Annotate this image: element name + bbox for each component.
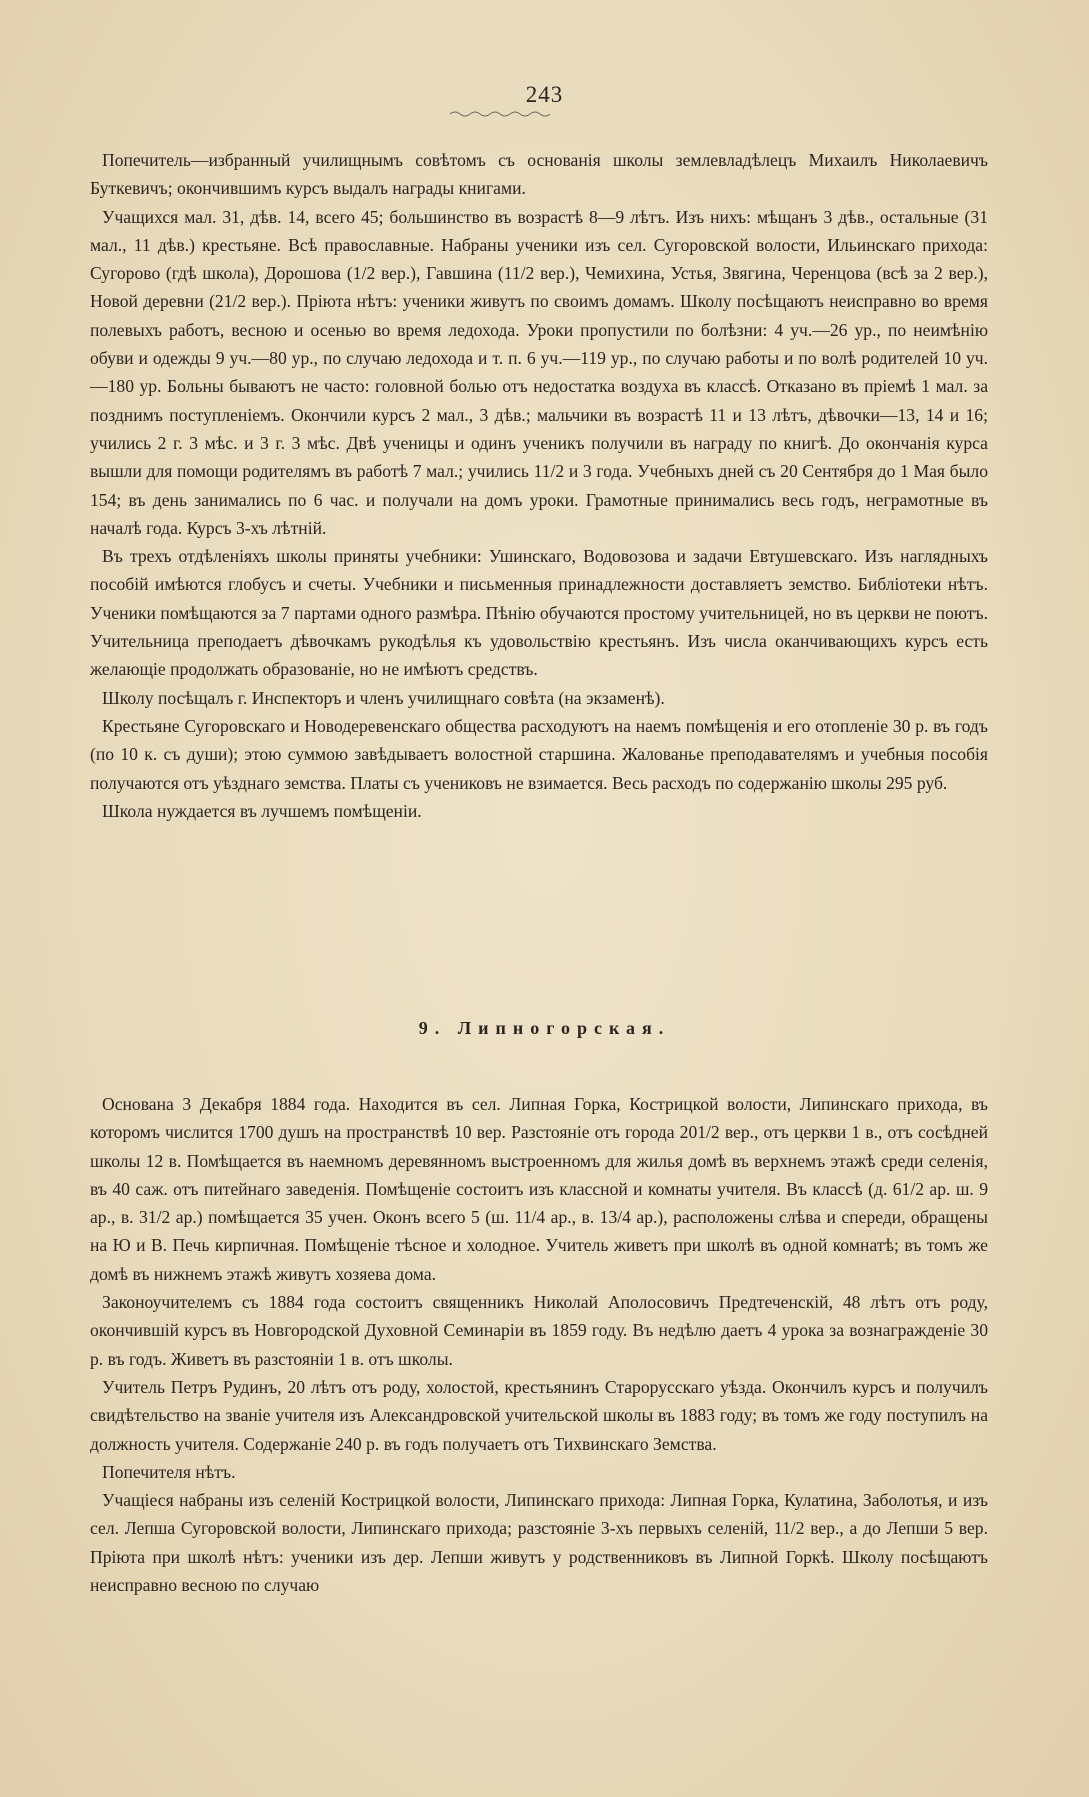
paragraph-priest: Законоучителемъ съ 1884 года состоитъ священникъ Николай Аполосовичъ Предтеченскій, 48 лѣтъ отъ роду, окончившій курсъ въ Новгородской Духовной Семинаріи въ 1859 году. Въ недѣлю даетъ 4 урока за вознагражденіе 30 р. въ годъ. Живетъ въ разстояніи 1 в. отъ школы. xyxy=(90,1292,988,1369)
section-sugorovskaya-text xyxy=(90,146,988,825)
paragraph-inspector: Школу посѣщалъ г. Инспекторъ и членъ училищнаго совѣта (на экзаменѣ). xyxy=(102,687,665,708)
page-number: 243 xyxy=(525,82,564,107)
decorative-squiggle xyxy=(450,110,550,118)
section-lipnogorskaya-text xyxy=(90,1090,988,1599)
section-heading: 9. Липногорская. xyxy=(418,1018,671,1038)
paragraph-students: Учащихся мал. 31, дѣв. 14, всего 45; большинство въ возрастѣ 8—9 лѣтъ. Изъ нихъ: мѣщанъ 3 дѣв., остальные (31 мал., 11 дѣв.) крестьяне. Всѣ православные. Набраны ученики изъ сел. Сугоровской волости, Ильинскаго прихода: Сугорово (гдѣ школа), Дорошова (1/2 вер.), Гавшина (11/2 вер.), Чемихина, Устья, Звягина, Черенцова (всѣ за 2 вер.), Новой деревни (21/2 вер.). Пріюта нѣтъ: ученики живутъ по своимъ домамъ. Школу посѣщаютъ неисправно во время полевыхъ работъ, весною и осенью во время ледохода. Уроки пропустили по болѣзни: 4 уч.—26 ур., по неимѣнію обуви и одежды 9 уч.—80 ур., по случаю ледохода и т. п. 6 уч.—119 ур., по случаю работы и по волѣ родителей 10 уч.—180 ур. Больны бываютъ не часто: головной болью отъ недостатка воздуха въ классѣ. Отказано въ пріемѣ 1 мал. за позднимъ поступленіемъ. Окончили курсъ 2 мал., 3 дѣв.; мальчики въ возрастѣ 11 и 13 лѣтъ, дѣвочки—13, 14 и 16; учились 2 г. 3 мѣс. и 3 г. 3 мѣс. Двѣ ученицы и одинъ ученикъ получили въ награду по книгѣ. До окончанія курса вышли для помощи родителямъ въ работѣ 7 мал.; учились 11/2 и 3 года. Учебныхъ дней съ 20 Сентября до 1 Мая было 154; въ день занимались по 6 час. и получали на домъ уроки. Грамотные принимались весь годъ, неграмотные въ началѣ года. Курсъ 3-хъ лѣтній. xyxy=(90,206,988,538)
paragraph-trustee: Попечитель—избранный училищнымъ совѣтомъ съ основанія школы землевладѣлецъ Михаилъ Николаевичъ Буткевичъ; окончившимъ курсъ выдалъ награды книгами. xyxy=(90,150,988,199)
paragraph-founded: Основана 3 Декабря 1884 года. Находится въ сел. Липная Горка, Кострицкой волости, Липинскаго прихода, въ которомъ числится 1700 душъ на пространствѣ 10 вер. Разстояніе отъ города 201/2 вер., отъ церкви 1 в., отъ сосѣдней школы 12 в. Помѣщается въ наемномъ деревянномъ выстроенномъ для жилья домѣ въ верхнемъ этажѣ среди селенія, въ 40 саж. отъ питейнаго заведенія. Помѣщеніе состоитъ изъ классной и комнаты учителя. Въ классѣ (д. 61/2 ар. ш. 9 ар., в. 31/2 ар.) помѣщается 35 учен. Оконъ всего 5 (ш. 11/4 ар., в. 13/4 ар.), расположены слѣва и спереди, обращены на Ю и В. Печь кирпичная. Помѣщеніе тѣсное и холодное. Учитель живетъ при школѣ въ одной комнатѣ; въ томъ же домѣ въ нижнемъ этажѣ живутъ хозяева дома. xyxy=(90,1094,988,1284)
paragraph-teacher: Учитель Петръ Рудинъ, 20 лѣтъ отъ роду, холостой, крестьянинъ Старорусскаго уѣзда. Окончилъ курсъ и получилъ свидѣтельство на званіе учителя изъ Александровской учительской школы въ 1883 году; въ томъ же году поступилъ на должность учителя. Содержаніе 240 р. въ годъ получаетъ отъ Тихвинскаго Земства. xyxy=(90,1376,988,1454)
paragraph-pupils: Учащіеся набраны изъ селеній Кострицкой волости, Липинскаго прихода: Липная Горка, Кулатина, Заболотья, и изъ сел. Лепша Сугоровской волости, Липинскаго прихода; разстояніе 3-хъ первыхъ селеній, 11/2 вер., а до Лепши 5 вер. Пріюта при школѣ нѣтъ: ученики изъ дер. Лепши живутъ у родственниковъ въ Липной Горкѣ. Школу посѣщаютъ неисправно весною по случаю xyxy=(90,1490,988,1596)
paragraph-no-trustee: Попечителя нѣтъ. xyxy=(102,1461,236,1482)
paragraph-textbooks: Въ трехъ отдѣленіяхъ школы приняты учебники: Ушинскаго, Водовозова и задачи Евтушевскаго. Изъ наглядныхъ пособій имѣются глобусъ и счеты. Учебники и письменныя принадлежности доставляетъ земство. Библіотеки нѣтъ. Ученики помѣщаются за 7 партами одного размѣра. Пѣнію обучаются простому учительницей, но въ церкви не поютъ. Учительница преподаетъ дѣвочкамъ рукодѣлья къ удовольствію крестьянъ. Изъ числа оканчивающихъ курсъ есть желающіе продолжать образованіе, но не имѣютъ средствъ. xyxy=(90,546,988,680)
paragraph-expenses: Крестьяне Сугоровскаго и Новодеревенскаго общества расходуютъ на наемъ помѣщенія и его отопленіе 30 р. въ годъ (по 10 к. съ души); этою суммою завѣдываетъ волостной старшина. Жалованье преподавателямъ и учебныя пособія получаются отъ уѣзднаго земства. Платы съ учениковъ не взимается. Весь расходъ по содержанію школы 295 руб. xyxy=(90,715,988,793)
paragraph-needs: Школа нуждается въ лучшемъ помѣщеніи. xyxy=(102,800,422,821)
